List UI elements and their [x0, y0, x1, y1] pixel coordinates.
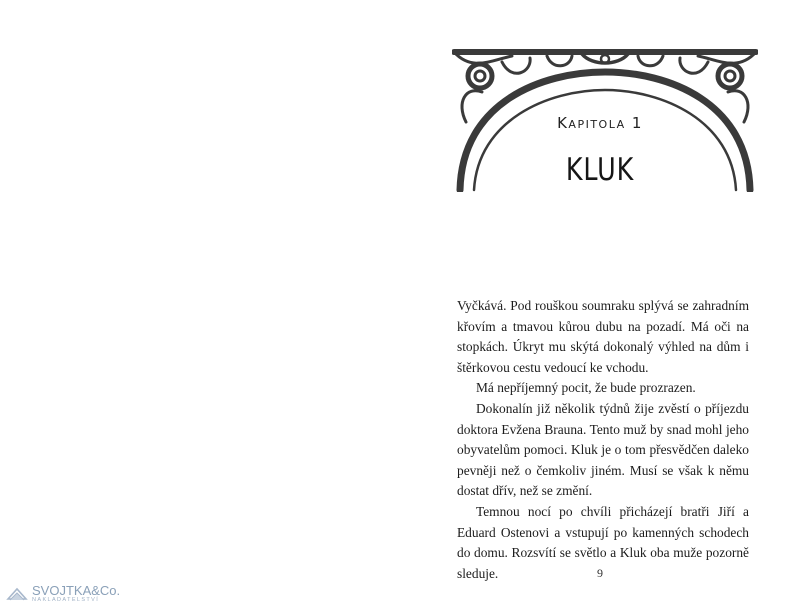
publisher-watermark [6, 582, 156, 606]
page-number: 9 [597, 566, 603, 580]
chapter-title: KLUK [565, 152, 635, 188]
publisher-subtitle: NAKLADATELSTVÍ [32, 597, 100, 604]
paragraph: Dokonalín již několik týdnů žije zvěstí o příjezdu doktora Evžena Brauna. Tento muž by snad mohl jeho obyvatelům pomoci. Kluk je o tom přesvědčen daleko pevněji než o čemkoliv jiném. Musí se však k němu dostat dřív, než se změní. [457, 400, 749, 499]
book-logo-icon [6, 585, 28, 603]
chapter-label: Kapitola 1 [557, 114, 643, 132]
publisher-name: SVOJTKA&Co. [32, 583, 121, 599]
right-page [400, 0, 800, 609]
body-text [457, 296, 749, 584]
paragraph: Vyčkává. Pod rouškou soumraku splývá se zahradním křovím a tmavou kůrou dubu na pozadí. Má oči na stopkách. Úkryt mu skýtá dokonalý výhled na dům i štěrkovou cestu vedoucí ke vchodu. [457, 298, 749, 375]
paragraph: Má nepříjemný pocit, že bude prozrazen. [476, 380, 696, 396]
paragraph: Temnou nocí po chvíli přicházejí bratři Jiří a Eduard Ostenovi a vstupují po kamenných schodech do domu. Rozsvítí se světlo a Kluk oba muže pozorně sleduje. [457, 503, 749, 581]
